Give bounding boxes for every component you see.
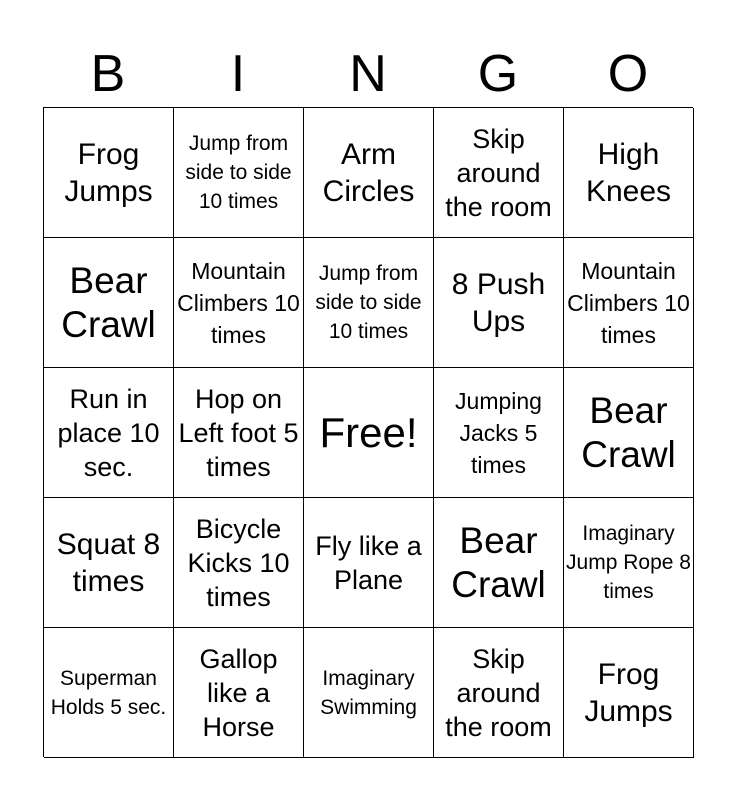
- bingo-cell[interactable]: [434, 628, 564, 758]
- cell-label: Skip around the room: [445, 643, 552, 742]
- cell-label: Squat 8 times: [56, 527, 161, 598]
- cell-label: Bicycle Kicks 10 times: [187, 513, 290, 612]
- bingo-cell[interactable]: [304, 108, 434, 238]
- cell-label: Superman Holds 5 sec.: [50, 666, 167, 719]
- cell-label: Skip around the room: [445, 123, 552, 222]
- bingo-cell[interactable]: [44, 628, 174, 758]
- cell-label: Hop on Left foot 5 times: [178, 383, 299, 482]
- bingo-cell[interactable]: [44, 368, 174, 498]
- bingo-cell[interactable]: [434, 368, 564, 498]
- cell-label: Bear Crawl: [61, 259, 156, 345]
- cell-label: Frog Jumps: [64, 137, 153, 208]
- bingo-cell[interactable]: [564, 498, 694, 628]
- bingo-cell[interactable]: [304, 498, 434, 628]
- bingo-cell[interactable]: [44, 238, 174, 368]
- bingo-cell[interactable]: [174, 368, 304, 498]
- header-letter-o: O: [607, 45, 649, 103]
- bingo-cell[interactable]: [564, 108, 694, 238]
- cell-label: Mountain Climbers 10 times: [567, 257, 690, 348]
- cell-label: Imaginary Swimming: [320, 666, 417, 719]
- cell-label: High Knees: [585, 137, 672, 208]
- header-letter-g: G: [477, 45, 519, 103]
- cell-label: Jumping Jacks 5 times: [455, 387, 542, 478]
- cell-label: Bear Crawl: [581, 389, 676, 475]
- header-letter-b: B: [90, 45, 126, 103]
- bingo-cell[interactable]: [44, 498, 174, 628]
- free-space[interactable]: [304, 368, 434, 498]
- header-letter-n: N: [349, 45, 387, 103]
- bingo-board: [43, 107, 693, 757]
- cell-label: Imaginary Jump Rope 8 times: [566, 522, 691, 603]
- cell-label: Jump from side to side 10 times: [185, 132, 292, 213]
- cell-label: Free!: [319, 408, 418, 456]
- cell-label: 8 Push Ups: [451, 267, 546, 338]
- cell-label: Arm Circles: [322, 137, 415, 208]
- cell-label: Bear Crawl: [451, 519, 546, 605]
- bingo-cell[interactable]: [304, 238, 434, 368]
- bingo-cell[interactable]: [564, 628, 694, 758]
- bingo-cell[interactable]: [174, 628, 304, 758]
- header-letter-i: I: [230, 45, 246, 103]
- bingo-cell[interactable]: [304, 628, 434, 758]
- bingo-cell[interactable]: [434, 498, 564, 628]
- bingo-cell[interactable]: [174, 108, 304, 238]
- cell-label: Fly like a Plane: [315, 530, 422, 595]
- cell-label: Run in place 10 sec.: [57, 383, 160, 482]
- bingo-cell[interactable]: [44, 108, 174, 238]
- bingo-cell[interactable]: [564, 368, 694, 498]
- cell-label: Frog Jumps: [584, 657, 673, 728]
- bingo-cell[interactable]: [434, 238, 564, 368]
- bingo-cell[interactable]: [564, 238, 694, 368]
- bingo-cell[interactable]: [174, 498, 304, 628]
- cell-label: Mountain Climbers 10 times: [177, 257, 300, 348]
- cell-label: Jump from side to side 10 times: [315, 262, 422, 343]
- bingo-cell[interactable]: [174, 238, 304, 368]
- cell-label: Gallop like a Horse: [199, 643, 278, 742]
- bingo-cell[interactable]: [434, 108, 564, 238]
- bingo-header: [43, 44, 693, 104]
